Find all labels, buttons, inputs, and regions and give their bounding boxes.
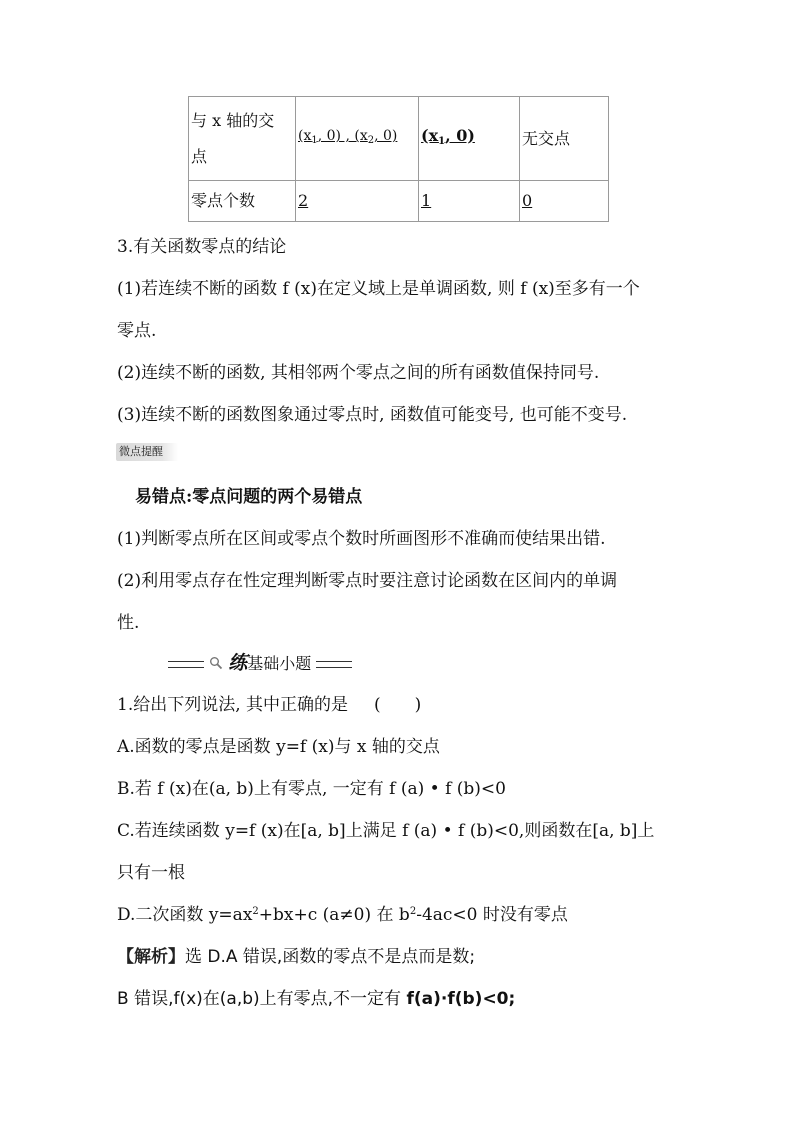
table-row-label: 零点个数 (189, 181, 296, 222)
option-c: C.若连续函数 y=f (x)在[a, b]上满足 f (a) • f (b)<0,则函数在[a, b]上 (117, 821, 655, 841)
zero-count: 1 (421, 191, 432, 210)
practice-label: 基础小题 (247, 654, 312, 673)
subscript: 1 (438, 135, 446, 147)
zero-count: 0 (522, 191, 533, 210)
tip-badge: 微点提醒 (116, 443, 178, 461)
analysis-line (117, 984, 515, 1009)
analysis-emphasis: f(a)·f(b)<0; (406, 989, 516, 1009)
divider-line (316, 661, 352, 668)
row-label-line: 与 x 轴的交 (191, 110, 275, 130)
paragraph: (1)若连续不断的函数 f (x)在定义域上是单调函数, 则 f (x)至多有一个 (117, 279, 640, 299)
paragraph: 性. (117, 613, 140, 633)
cell-text: (x (298, 128, 312, 144)
option-text: D.二次函数 y=ax (117, 905, 253, 925)
zero-table (188, 96, 609, 222)
option-text: -4ac<0 时没有零点 (416, 905, 568, 925)
analysis-text: B 错误,f(x)在(a,b)上有零点,不一定有 (117, 989, 407, 1009)
superscript: 2 (409, 906, 417, 917)
table-cell (520, 181, 609, 222)
paragraph: (3)连续不断的函数图象通过零点时, 函数值可能变号, 也可能不变号. (117, 405, 628, 425)
cell-text: , 0) , (x (317, 128, 368, 144)
stem-text: 1.给出下列说法, 其中正确的是 (117, 695, 349, 715)
practice-divider (168, 648, 352, 675)
table-cell (419, 97, 520, 181)
two-intersections (298, 128, 397, 144)
analysis-tag: 【解析】 (117, 947, 185, 967)
section-heading: 3.有关函数零点的结论 (117, 237, 287, 257)
question-stem (117, 690, 421, 715)
row-label-line: 点 (191, 146, 208, 166)
table-row (189, 181, 609, 222)
table-cell (296, 97, 419, 181)
table-row-label (189, 97, 296, 181)
paragraph: (2)连续不断的函数, 其相邻两个零点之间的所有函数值保持同号. (117, 363, 600, 383)
paragraph: (1)判断零点所在区间或零点个数时所画图形不准确而使结果出错. (117, 529, 606, 549)
table-cell: 无交点 (520, 97, 609, 181)
option-b: B.若 f (x)在(a, b)上有零点, 一定有 f (a) • f (b)<0 (117, 779, 506, 799)
subscript: 2 (367, 135, 375, 146)
table-cell (419, 181, 520, 222)
zero-count: 2 (298, 191, 309, 210)
search-icon (209, 655, 223, 674)
paragraph: (2)利用零点存在性定理判断零点时要注意讨论函数在区间内的单调 (117, 571, 618, 591)
cell-text: , 0) (445, 125, 475, 145)
table-cell (296, 181, 419, 222)
analysis-line (117, 942, 475, 967)
option-c-continued: 只有一根 (117, 863, 185, 883)
cell-text: , 0) (374, 128, 398, 144)
one-intersection (421, 126, 475, 145)
paragraph: 零点. (117, 321, 157, 341)
option-text: +bx+c (a≠0) 在 b (258, 905, 410, 925)
superscript: 2 (252, 906, 259, 917)
cell-text: (x (421, 125, 439, 145)
tip-title: 易错点:零点问题的两个易错点 (135, 487, 363, 507)
subscript: 1 (311, 135, 318, 146)
option-a: A.函数的零点是函数 y=f (x)与 x 轴的交点 (117, 737, 440, 757)
answer-bracket: ( ) (374, 695, 422, 715)
analysis-text: 选 D.A 错误,函数的零点不是点而是数; (185, 947, 476, 967)
divider-line (168, 661, 204, 668)
table-row (189, 97, 609, 181)
option-d (117, 900, 568, 925)
practice-char: 练 (228, 652, 248, 674)
